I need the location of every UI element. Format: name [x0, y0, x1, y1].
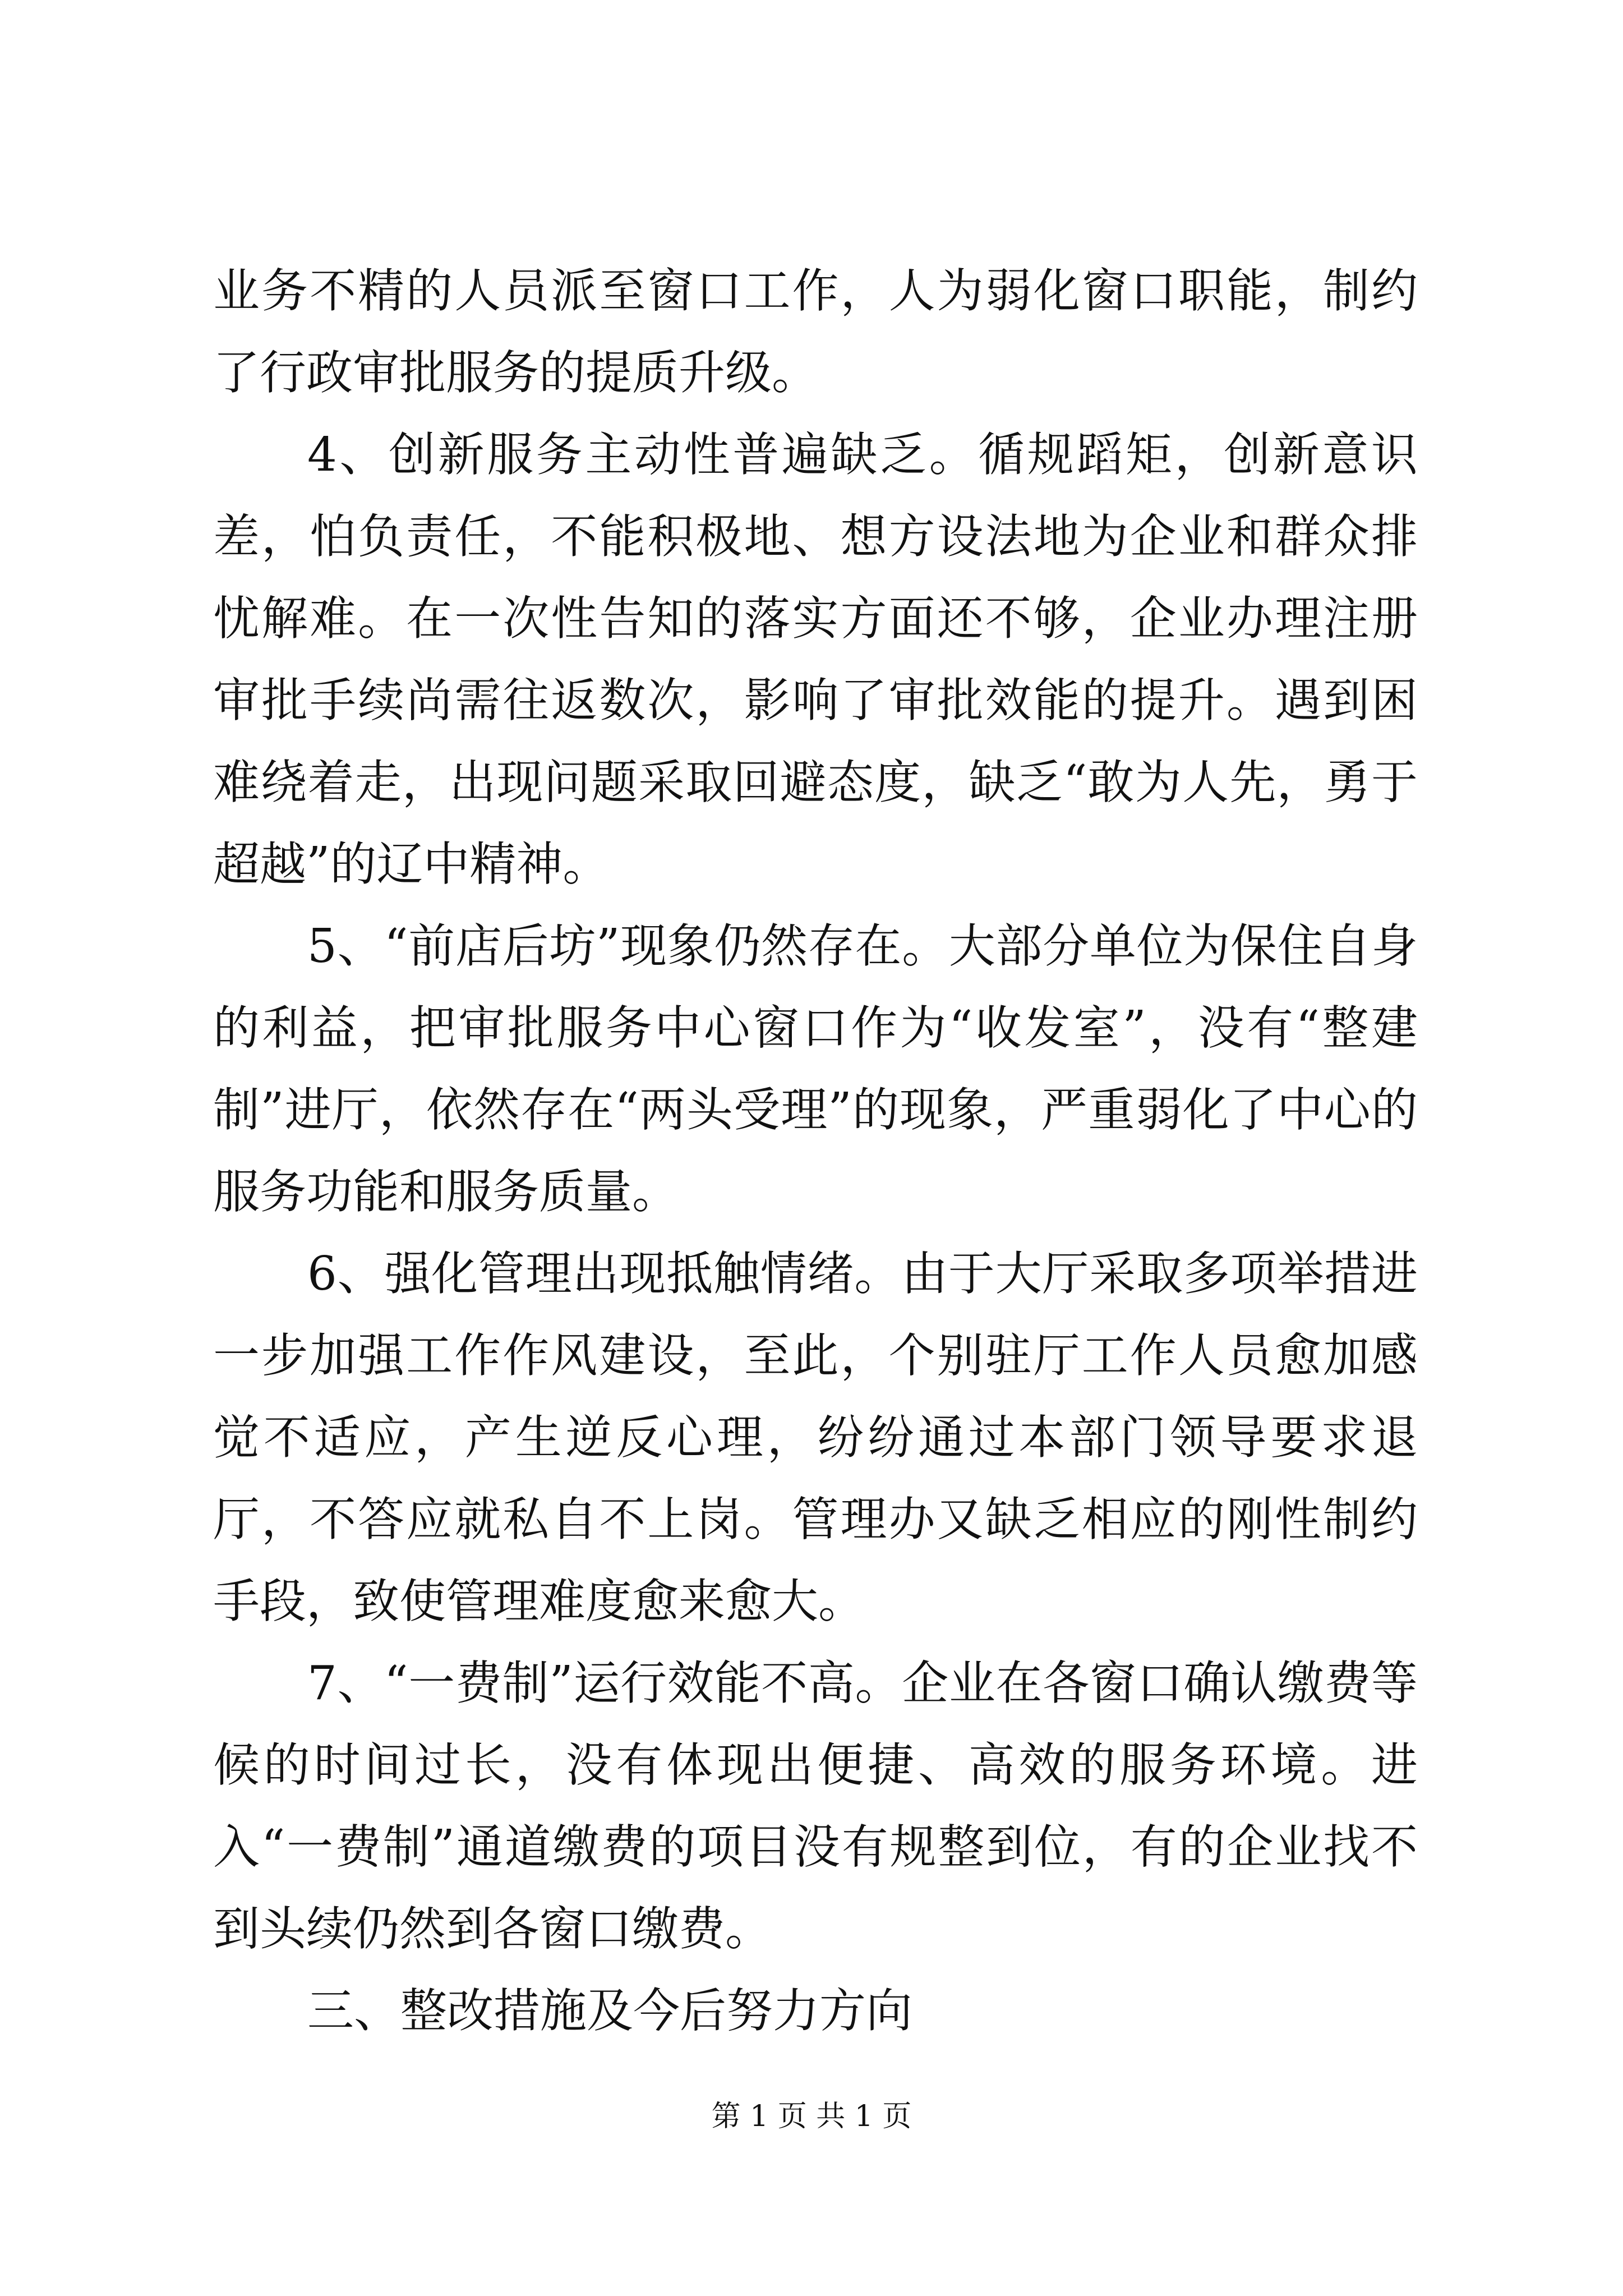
paragraph-item-4: 4、创新服务主动性普遍缺乏。循规蹈矩，创新意识差，怕负责任，不能积极地、想方设法地为企业和群众排忧解难。在一次性告知的落实方面还不够，企业办理注册审批手续尚需往返数次，影响了审批效能的提升。遇到困难绕着走，出现问题采取回避态度，缺乏“敢为人先，勇于超越”的辽中精神。 — [213, 427, 1418, 891]
paragraph-item-5: 5、“前店后坊”现象仍然存在。大部分单位为保住自身的利益，把审批服务中心窗口作为“收发室”，没有“整建制”进厅，依然存在“两头受理”的现象，严重弱化了中心的服务功能和服务质量。 — [213, 919, 1418, 1219]
document-body — [213, 250, 1418, 2052]
paragraph-item-6: 6、强化管理出现抵触情绪。由于大厅采取多项举措进一步加强工作作风建设，至此，个别驻厅工作人员愈加感觉不适应，产生逆反心理，纷纷通过本部门领导要求退厅，不答应就私自不上岗。管理办又缺乏相应的刚性制约手段，致使管理难度愈来愈大。 — [213, 1246, 1418, 1628]
section-heading: 三、整改措施及今后努力方向 — [307, 1984, 912, 2038]
paragraph-item-7: 7、“一费制”运行效能不高。企业在各窗口确认缴费等候的时间过长，没有体现出便捷、高效的服务环境。进入“一费制”通道缴费的项目没有规整到位，有的企业找不到头续仍然到各窗口缴费。 — [213, 1656, 1418, 1956]
paragraph-continuation: 业务不精的人员派至窗口工作，人为弱化窗口职能，制约了行政审批服务的提质升级。 — [213, 264, 1418, 400]
page-footer: 第 1 页 共 1 页 — [711, 2100, 912, 2133]
